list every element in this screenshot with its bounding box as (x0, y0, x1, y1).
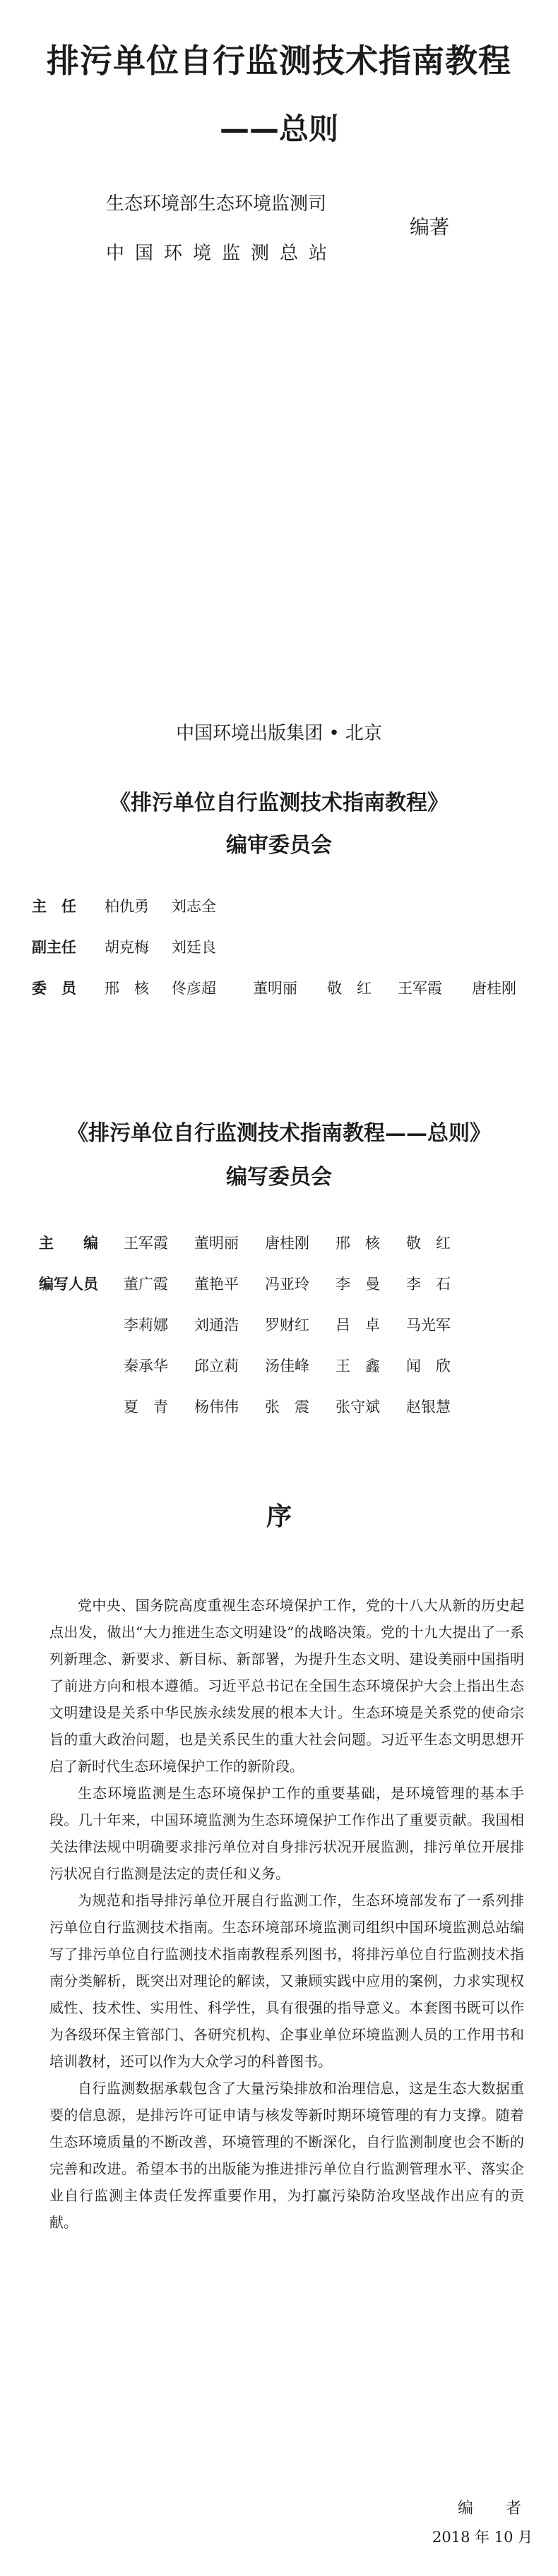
member-name: 董明丽 (194, 1235, 239, 1252)
member-name: 敬 红 (406, 1235, 451, 1252)
member-name: 刘通浩 (194, 1317, 239, 1334)
member-name: 董广霞 (124, 1276, 168, 1293)
member-name: 王 鑫 (336, 1358, 380, 1374)
preface-body (49, 1592, 524, 2236)
book-subtitle: ——总则 (219, 112, 338, 146)
member-name: 王军霞 (124, 1235, 168, 1252)
member-name: 马光军 (406, 1317, 451, 1334)
member-name: 胡克梅 (105, 939, 149, 956)
preface-title: 序 (266, 1502, 292, 1531)
member-name: 杨伟伟 (194, 1398, 239, 1415)
member-name: 赵银慧 (406, 1398, 451, 1415)
role-label: 编写人员 (39, 1276, 98, 1293)
role-label: 主 编 (39, 1235, 98, 1252)
member-name: 李 石 (406, 1276, 451, 1293)
author-role: 编著 (410, 215, 450, 239)
member-name: 刘志全 (172, 898, 216, 915)
publisher: 中国环境出版集团 • 北京 (176, 723, 382, 744)
role-label: 副主任 (32, 939, 76, 956)
preface-paragraph: 为规范和指导排污单位开展自行监测工作，生态环境部发布了一系列排污单位自行监测技术指南。生态环境部环境监测司组织中国环境监测总站编写了排污单位自行监测技术指南教程系列图书，将排污单位自行监测技术指南分类解析，既突出对理论的解读，又兼顾实践中应用的案例，力求实现权威性、技术性、实用性、科学性，具有很强的指导意义。本套图书既可以作为各级环保主管部门、各研究机构、企事业单位环境监测人员的工作用书和培训教材，还可以作为大众学习的科普图书。 (49, 1892, 524, 2070)
review-committee-title: 《排污单位自行监测技术指南教程》 (109, 791, 449, 815)
member-name: 唐桂刚 (265, 1235, 309, 1252)
member-name: 邱立莉 (194, 1358, 239, 1374)
member-name: 闻 欣 (406, 1358, 451, 1374)
member-name: 邢 核 (105, 980, 149, 997)
preface-date: 2018 年 10 月 (432, 2529, 533, 2546)
author-org-1: 生态环境部生态环境监测司 (106, 193, 327, 215)
role-label: 主 任 (32, 898, 76, 915)
member-name: 刘廷良 (172, 939, 216, 956)
member-name: 董艳平 (194, 1276, 239, 1293)
member-name: 夏 青 (124, 1398, 168, 1415)
writing-committee-title: 《排污单位自行监测技术指南教程——总则》 (67, 1121, 491, 1146)
member-name: 李莉娜 (124, 1317, 168, 1334)
member-name: 张 震 (265, 1398, 309, 1415)
member-name: 吕 卓 (336, 1317, 380, 1334)
member-name: 汤佳峰 (265, 1358, 309, 1374)
member-name: 唐桂刚 (472, 980, 516, 997)
review-committee-subtitle: 编审委员会 (226, 833, 332, 858)
author-org-2: 中国环境监测总站 (106, 243, 338, 264)
member-name: 李 曼 (336, 1276, 380, 1293)
member-name: 张守斌 (336, 1398, 380, 1415)
preface-paragraph: 自行监测数据承载包含了大量污染排放和治理信息，这是生态大数据重要的信息源，是排污许可证申请与核发等新时期环境管理的有力支撑。随着生态环境质量的不断改善，环境管理的不断深化，自行监测制度也会不断的完善和改进。希望本书的出版能为推进排污单位自行监测管理水平、落实企业自行监测主体责任发挥重要作用，为打赢污染防治攻坚战作出应有的贡献。 (49, 2080, 524, 2231)
member-name: 秦承华 (124, 1358, 168, 1374)
member-name: 董明丽 (253, 980, 297, 997)
preface-paragraph: 生态环境监测是生态环境保护工作的重要基础，是环境管理的基本手段。几十年来，中国环境监测为生态环境保护工作作出了重要贡献。我国相关法律法规中明确要求排污单位对自身排污状况开展监测，排污单位开展排污状况自行监测是法定的责任和义务。 (49, 1785, 524, 1882)
book-title: 排污单位自行监测技术指南教程 (47, 42, 511, 80)
member-name: 佟彦超 (172, 980, 216, 997)
member-name: 罗财红 (265, 1317, 309, 1334)
member-name: 冯亚玲 (265, 1276, 309, 1293)
member-name: 邢 核 (336, 1235, 380, 1252)
member-name: 柏仇勇 (105, 898, 149, 915)
role-label: 委 员 (32, 980, 76, 997)
preface-paragraph: 党中央、国务院高度重视生态环境保护工作，党的十八大从新的历史起点出发，做出“大力推进生态文明建设”的战略决策。党的十九大提出了一系列新理念、新要求、新目标、新部署，为提升生态文明、建设美丽中国指明了前进方向和根本遵循。习近平总书记在全国生态环境保护大会上指出生态文明建设是关系中华民族永续发展的根本大计。生态环境是关系党的使命宗旨的重大政治问题，也是关系民生的重大社会问题。习近平生态文明思想开启了新时代生态环境保护工作的新阶段。 (49, 1597, 524, 1775)
member-name: 敬 红 (327, 980, 372, 997)
preface-signature: 编 者 (458, 2500, 530, 2517)
member-name: 王军霞 (398, 980, 442, 997)
writing-committee-subtitle: 编写委员会 (226, 1165, 332, 1190)
